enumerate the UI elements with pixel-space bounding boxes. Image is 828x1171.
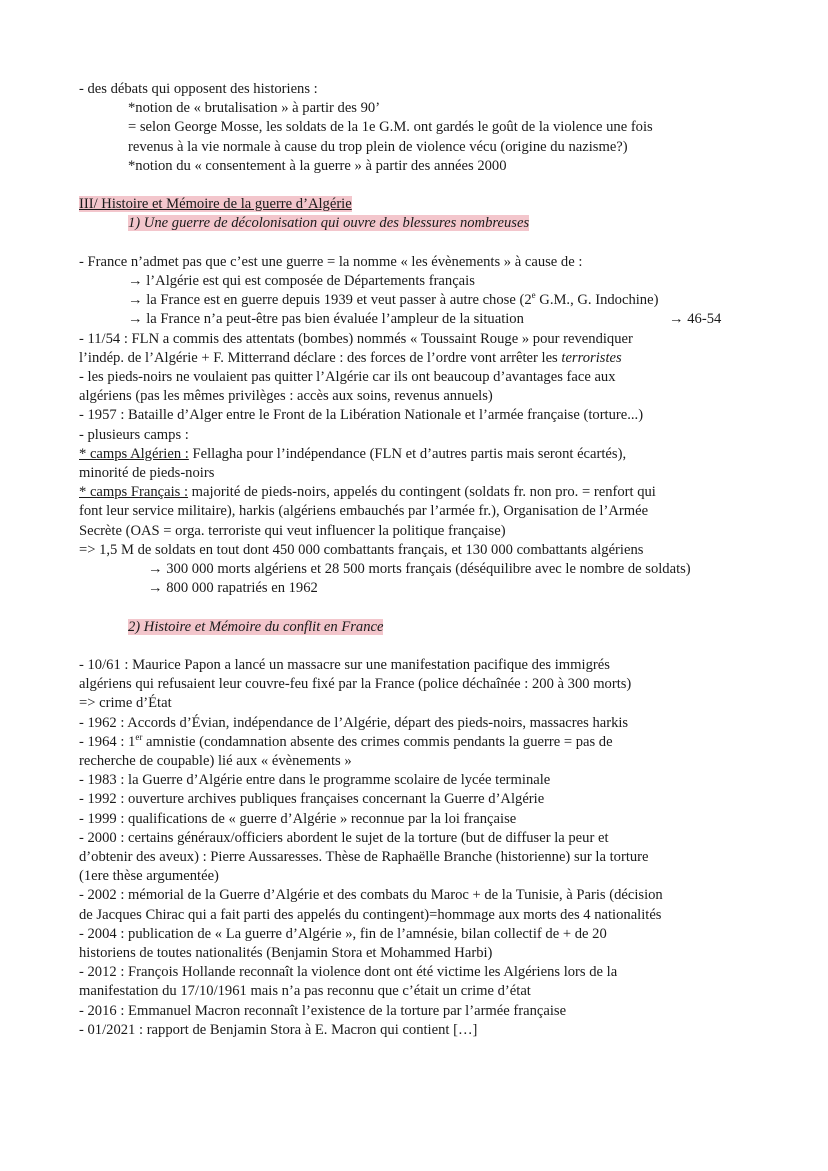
text-line: - plusieurs camps :: [79, 426, 189, 443]
arrow-item: → la France n’a peut-être pas bien évaluée l’ampleur de la situation → 46-54: [79, 310, 759, 329]
text-line: historiens de toutes nationalités (Benjamin Stora et Mohammed Harbi): [79, 945, 493, 962]
text-line: - 2004 : publication de « La guerre d’Algérie », fin de l’amnésie, bilan collectif de + de 20: [79, 925, 607, 942]
arrow-icon: →: [128, 292, 143, 309]
section-heading: III/ Histoire et Mémoire de la guerre d’Algérie: [79, 196, 352, 213]
text-line: *notion de « brutalisation » à partir des 90’: [128, 100, 381, 117]
text-line: (1ere thèse argumentée): [79, 868, 219, 885]
text-line: - 10/61 : Maurice Papon a lancé un massacre sur une manifestation pacifique des immigrés: [79, 657, 610, 674]
arrow-item: → 800 000 rapatriés en 1962: [148, 580, 318, 597]
text-line: de Jacques Chirac qui a fait parti des appelés du contingent)=hommage aux morts des 4 nationalités: [79, 906, 662, 923]
text-line: - 2000 : certains généraux/officiers abordent le sujet de la torture (but de diffuser la peur et: [79, 829, 609, 846]
text-line: - 1964 : 1er amnistie (condamnation absente des crimes commis pendants la guerre = pas de: [79, 731, 613, 750]
text-line: recherche de coupable) lié aux « évènements »: [79, 753, 352, 770]
text-line: - 1983 : la Guerre d’Algérie entre dans le programme scolaire de lycée terminale: [79, 772, 551, 789]
text-line: - 1999 : qualifications de « guerre d’Algérie » reconnue par la loi française: [79, 810, 517, 827]
text-line: - les pieds-noirs ne voulaient pas quitter l’Algérie car ils ont beaucoup d’avantages face aux: [79, 369, 616, 386]
text-line: d’obtenir des aveux) : Pierre Aussaresses. Thèse de Raphaëlle Branche (historienne) sur la torture: [79, 849, 649, 866]
text-line: *notion du « consentement à la guerre » à partir des années 2000: [128, 157, 507, 174]
text-line: - 2016 : Emmanuel Macron reconnaît l’existence de la torture par l’armée française: [79, 1002, 567, 1019]
text-line: manifestation du 17/10/1961 mais n’a pas reconnu que c’était un crime d’état: [79, 983, 531, 1000]
text-line: - 1962 : Accords d’Évian, indépendance de l’Algérie, départ des pieds-noirs, massacres harkis: [79, 714, 629, 731]
text-line: l’indép. de l’Algérie + F. Mitterrand déclare : des forces de l’ordre vont arrêter les terroristes: [79, 349, 622, 366]
text-line: algériens qui refusaient leur couvre-feu fixé par la France (police déchaînée : 200 à 300 morts): [79, 676, 632, 693]
text-line: - des débats qui opposent des historiens :: [79, 81, 318, 97]
camp-label: * camps Français :: [79, 484, 189, 501]
text-line: - 1992 : ouverture archives publiques françaises concernant la Guerre d’Algérie: [79, 791, 545, 808]
camp-label: * camps Algérien :: [79, 445, 189, 462]
text-line: - 2002 : mémorial de la Guerre d’Algérie et des combats du Maroc + de la Tunisie, à Paris (décision: [79, 887, 663, 904]
arrow-item: → la France est en guerre depuis 1939 et veut passer à autre chose (2e G.M., G. Indochine): [128, 290, 659, 309]
arrow-icon: →: [128, 311, 143, 328]
document-page: [79, 80, 759, 1040]
arrow-icon: →: [148, 580, 163, 597]
text-line: algériens (pas les mêmes privilèges : accès aux soins, revenus annuels): [79, 388, 493, 405]
text-line: * camps Algérien : Fellagha pour l’indépendance (FLN et d’autres partis mais seront écartés),: [79, 445, 627, 462]
arrow-icon: →: [128, 273, 143, 289]
text-line: minorité de pieds-noirs: [79, 465, 215, 482]
arrow-item: → l’Algérie est qui est composée de Départements français: [128, 273, 475, 289]
text-line: = selon George Mosse, les soldats de la 1e G.M. ont gardés le goût de la violence une fois: [128, 119, 653, 136]
date-annotation: → 46-54: [669, 311, 722, 328]
text-line: revenus à la vie normale à cause du trop plein de violence vécu (origine du nazisme?): [128, 138, 628, 155]
text-line: Secrète (OAS = orga. terroriste qui veut influencer la politique française): [79, 522, 506, 539]
text-line: * camps Français : majorité de pieds-noirs, appelés du contingent (soldats fr. non pro. = renfort qui: [79, 484, 656, 501]
text-line: - 01/2021 : rapport de Benjamin Stora à E. Macron qui contient […]: [79, 1021, 478, 1038]
subsection-heading: 1) Une guerre de décolonisation qui ouvre des blessures nombreuses: [128, 215, 530, 232]
text-line: => 1,5 M de soldats en tout dont 450 000 combattants français, et 130 000 combattants algériens: [79, 541, 644, 558]
subsection-heading: 2) Histoire et Mémoire du conflit en France: [128, 618, 384, 635]
text-line: - 2012 : François Hollande reconnaît la violence dont ont été victime les Algériens lors de la: [79, 964, 618, 981]
arrow-icon: →: [669, 311, 684, 328]
text-line: font leur service militaire), harkis (algériens embauchés par l’armée fr.), Organisation de l’Armée: [79, 503, 649, 520]
text-line: - France n’admet pas que c’est une guerre = la nomme « les évènements » à cause de :: [79, 253, 583, 270]
arrow-item: → 300 000 morts algériens et 28 500 morts français (déséquilibre avec le nombre de soldats): [148, 561, 691, 578]
text-line: => crime d’État: [79, 695, 172, 712]
text-line: - 11/54 : FLN a commis des attentats (bombes) nommés « Toussaint Rouge » pour revendiquer: [79, 330, 633, 347]
arrow-icon: →: [148, 561, 163, 578]
text-line: - 1957 : Bataille d’Alger entre le Front de la Libération Nationale et l’armée française (torture...): [79, 407, 644, 424]
